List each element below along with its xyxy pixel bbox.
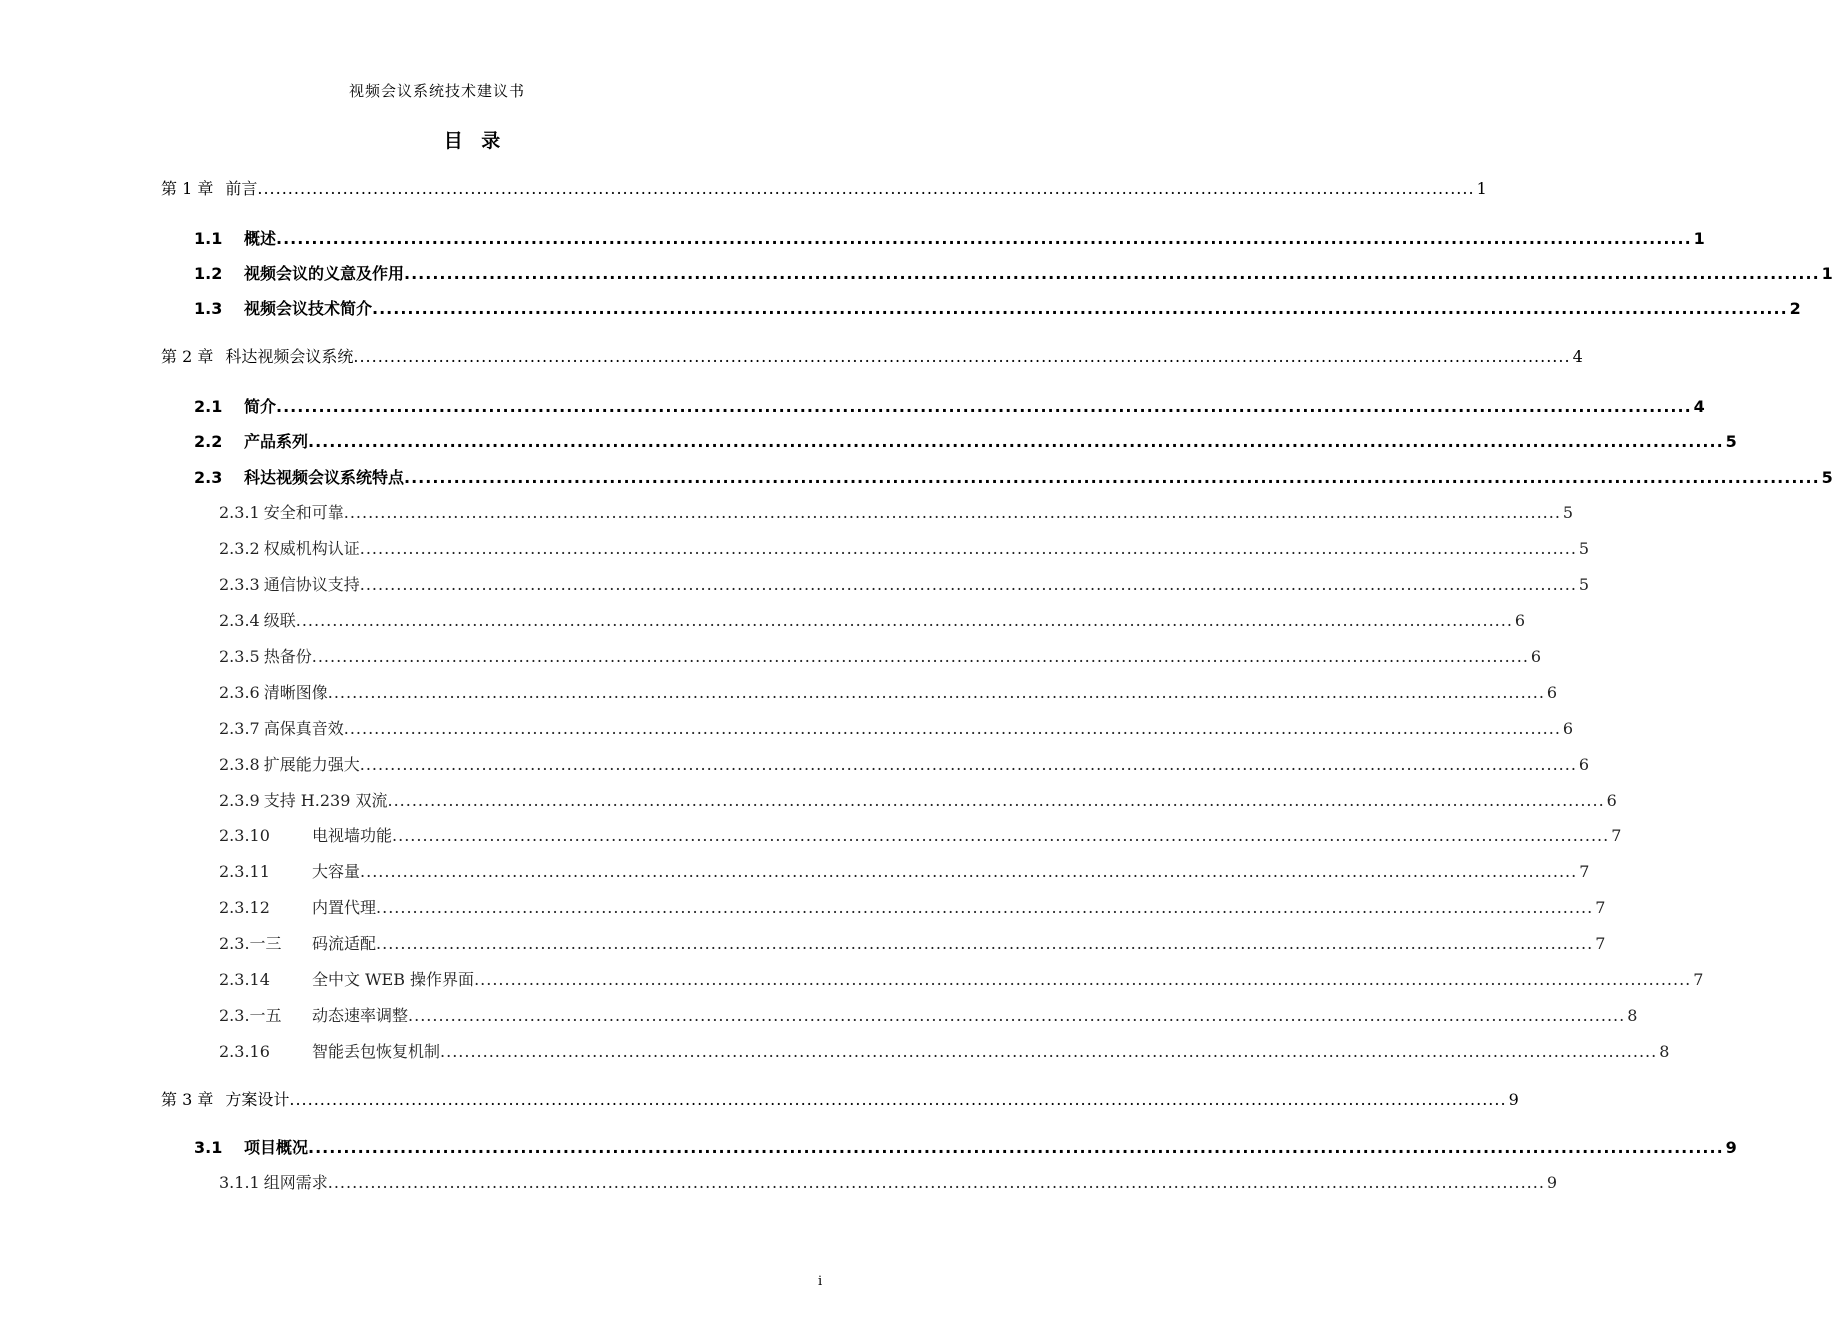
toc-leader-dots: ........................................................................................................................................................................................................	[359, 539, 1577, 558]
toc-entry[interactable]	[219, 1170, 1558, 1193]
toc-entry-title: 支持 H.239 双流	[263, 791, 388, 810]
toc-entry-page: 6	[1530, 647, 1542, 666]
toc-entry-number: 2.3.4	[219, 611, 260, 630]
toc-entry[interactable]	[219, 716, 1574, 739]
toc-entry-title: 视频会议的义意及作用	[244, 264, 405, 283]
toc-entry-page: 4	[1693, 397, 1705, 416]
toc-entry-page: 7	[1693, 970, 1704, 989]
toc-entry-title: 通信协议支持	[263, 575, 360, 594]
toc-entry-page: 1	[1476, 179, 1487, 198]
toc-entry-page: 4	[1572, 347, 1583, 366]
toc-leader-dots: ........................................................................................................................................................................................................	[308, 432, 1724, 451]
toc-entry-title: 智能丢包恢复机制	[312, 1042, 441, 1061]
toc-leader-dots: ........................................................................................................................................................................................................	[359, 575, 1577, 594]
toc-leader-dots: ........................................................................................................................................................................................................	[404, 468, 1820, 487]
toc-entry-title: 大容量	[312, 862, 361, 881]
toc-leader-dots: ........................................................................................................................................................................................................	[327, 683, 1545, 702]
toc-entry-title: 简介	[244, 397, 277, 416]
toc-entry-page: 8	[1627, 1006, 1638, 1025]
toc-entry-page: 7	[1595, 934, 1606, 953]
toc-entry[interactable]	[219, 608, 1526, 631]
toc-entry-number: 2.3.8	[219, 755, 260, 774]
toc-entry-title: 高保真音效	[263, 719, 344, 738]
toc-entry-number: 2.3.16	[219, 1042, 270, 1061]
toc-entry-page: 9	[1508, 1090, 1519, 1109]
toc-entry-number: 2.3.9	[219, 791, 260, 810]
toc-leader-dots: ........................................................................................................................................................................................................	[404, 264, 1820, 283]
toc-entry[interactable]	[194, 296, 1801, 319]
toc-entry-title: 前言	[225, 179, 258, 198]
toc-leader-dots: ........................................................................................................................................................................................................	[387, 791, 1605, 810]
toc-entry-number: 2.3.5	[219, 647, 260, 666]
toc-entry[interactable]	[161, 176, 1487, 199]
toc-entry-number: 2.3.一五	[219, 1006, 282, 1025]
toc-leader-dots: ........................................................................................................................................................................................................	[276, 397, 1692, 416]
toc-entry[interactable]	[194, 1135, 1737, 1158]
toc-entry-title: 科达视频会议系统	[225, 347, 354, 366]
toc-entry-page: 6	[1562, 719, 1574, 738]
toc-entry-number: 第 1 章	[161, 179, 214, 198]
toc-entry[interactable]	[219, 1039, 1670, 1062]
toc-leader-dots: ........................................................................................................................................................................................................	[327, 1173, 1545, 1192]
toc-leader-dots: ........................................................................................................................................................................................................	[295, 611, 1513, 630]
toc-entry-number: 2.1	[194, 397, 223, 416]
toc-entry-number: 2.3.6	[219, 683, 260, 702]
toc-leader-dots: ........................................................................................................................................................................................................	[308, 1138, 1724, 1157]
toc-entry-page: 7	[1579, 862, 1590, 881]
toc-entry[interactable]	[194, 429, 1737, 452]
running-header: 视频会议系统技术建议书	[348, 82, 525, 100]
toc-entry-number: 第 3 章	[161, 1090, 214, 1109]
toc-entry[interactable]	[161, 344, 1583, 367]
toc-entry[interactable]	[219, 500, 1574, 523]
toc-entry-title: 清晰图像	[263, 683, 328, 702]
toc-entry-page: 8	[1659, 1042, 1670, 1061]
toc-entry-title: 项目概况	[244, 1138, 309, 1157]
toc-entry[interactable]	[219, 823, 1622, 846]
toc-entry-page: 9	[1546, 1173, 1558, 1192]
toc-entry-page: 6	[1578, 755, 1590, 774]
toc-entry-page: 5	[1562, 503, 1574, 522]
toc-entry[interactable]	[219, 572, 1590, 595]
toc-entry-page: 5	[1821, 468, 1833, 487]
toc-entry[interactable]	[194, 261, 1833, 284]
toc-entry-page: 1	[1821, 264, 1833, 283]
toc-leader-dots: ........................................................................................................................................................................................................	[359, 755, 1577, 774]
toc-leader-dots: ........................................................................................................................................................................................................	[408, 1006, 1626, 1025]
toc-entry-title: 电视墙功能	[312, 826, 393, 845]
toc-entry-page: 7	[1611, 826, 1622, 845]
toc-entry[interactable]	[219, 644, 1542, 667]
toc-entry-number: 2.3.2	[219, 539, 260, 558]
toc-leader-dots: ........................................................................................................................................................................................................	[311, 647, 1529, 666]
toc-leader-dots: ........................................................................................................................................................................................................	[376, 898, 1594, 917]
toc-entry-number: 2.3.1	[219, 503, 260, 522]
toc-entry-title: 扩展能力强大	[263, 755, 360, 774]
toc-entry[interactable]	[194, 465, 1833, 488]
toc-entry-page: 5	[1578, 539, 1590, 558]
toc-entry-number: 1.3	[194, 299, 223, 318]
toc-entry-title: 产品系列	[244, 432, 309, 451]
toc-entry-title: 视频会议技术简介	[244, 299, 373, 318]
toc-entry[interactable]	[219, 859, 1590, 882]
toc-entry-title: 概述	[244, 229, 277, 248]
toc-leader-dots: ........................................................................................................................................................................................................	[376, 934, 1594, 953]
toc-entry-number: 2.3.3	[219, 575, 260, 594]
toc-entry-title: 码流适配	[312, 934, 377, 953]
toc-entry-page: 7	[1595, 898, 1606, 917]
toc-entry-number: 2.3.11	[219, 862, 270, 881]
toc-entry-title: 级联	[263, 611, 296, 630]
toc-entry-number: 1.2	[194, 264, 223, 283]
toc-leader-dots: ........................................................................................................................................................................................................	[360, 862, 1578, 881]
toc-leader-dots: ........................................................................................................................................................................................................	[289, 1090, 1507, 1109]
toc-entry-page: 1	[1693, 229, 1705, 248]
toc-entry-number: 2.3.10	[219, 826, 270, 845]
toc-entry[interactable]	[219, 788, 1617, 811]
toc-entry-number: 3.1	[194, 1138, 223, 1157]
toc-leader-dots: ........................................................................................................................................................................................................	[474, 970, 1692, 989]
toc-leader-dots: ........................................................................................................................................................................................................	[392, 826, 1610, 845]
toc-leader-dots: ........................................................................................................................................................................................................	[257, 179, 1475, 198]
toc-entry-page: 5	[1578, 575, 1590, 594]
toc-entry[interactable]	[194, 226, 1705, 249]
toc-entry-number: 2.3.12	[219, 898, 270, 917]
toc-leader-dots: ........................................................................................................................................................................................................	[343, 719, 1561, 738]
toc-entry[interactable]	[219, 752, 1590, 775]
toc-entry-number: 2.3.7	[219, 719, 260, 738]
toc-entry-title: 科达视频会议系统特点	[244, 468, 405, 487]
toc-entry-page: 2	[1789, 299, 1801, 318]
toc-entry-title: 安全和可靠	[263, 503, 344, 522]
toc-entry-number: 第 2 章	[161, 347, 214, 366]
toc-entry-number: 2.3.一三	[219, 934, 282, 953]
toc-entry[interactable]	[161, 1087, 1519, 1110]
toc-entry-title: 动态速率调整	[312, 1006, 409, 1025]
toc-entry-title: 全中文 WEB 操作界面	[312, 970, 475, 989]
toc-entry-title: 方案设计	[225, 1090, 290, 1109]
toc-entry-title: 内置代理	[312, 898, 377, 917]
toc-leader-dots: ........................................................................................................................................................................................................	[440, 1042, 1658, 1061]
toc-entry-page: 6	[1546, 683, 1558, 702]
toc-entry-page: 6	[1514, 611, 1526, 630]
toc-title: 目 录	[443, 130, 507, 152]
toc-entry-page: 5	[1725, 432, 1737, 451]
toc-entry-title: 组网需求	[263, 1173, 328, 1192]
page-number: i	[818, 1274, 823, 1289]
toc-leader-dots: ........................................................................................................................................................................................................	[276, 229, 1692, 248]
toc-entry[interactable]	[219, 967, 1704, 990]
toc-entry-page: 9	[1725, 1138, 1737, 1157]
toc-entry-number: 2.2	[194, 432, 223, 451]
toc-entry-number: 1.1	[194, 229, 223, 248]
toc-entry[interactable]	[219, 1003, 1638, 1026]
toc-entry-number: 3.1.1	[219, 1173, 260, 1192]
toc-entry[interactable]	[219, 536, 1590, 559]
toc-entry[interactable]	[219, 680, 1558, 703]
toc-leader-dots: ........................................................................................................................................................................................................	[343, 503, 1561, 522]
toc-leader-dots: ........................................................................................................................................................................................................	[372, 299, 1788, 318]
toc-entry-number: 2.3.14	[219, 970, 270, 989]
toc-entry[interactable]	[194, 394, 1705, 417]
toc-entry-page: 6	[1606, 791, 1617, 810]
toc-entry[interactable]	[219, 931, 1606, 954]
toc-entry-number: 2.3	[194, 468, 223, 487]
toc-leader-dots: ........................................................................................................................................................................................................	[353, 347, 1571, 366]
toc-entry-title: 权威机构认证	[263, 539, 360, 558]
toc-entry[interactable]	[219, 895, 1606, 918]
toc-entry-title: 热备份	[263, 647, 312, 666]
